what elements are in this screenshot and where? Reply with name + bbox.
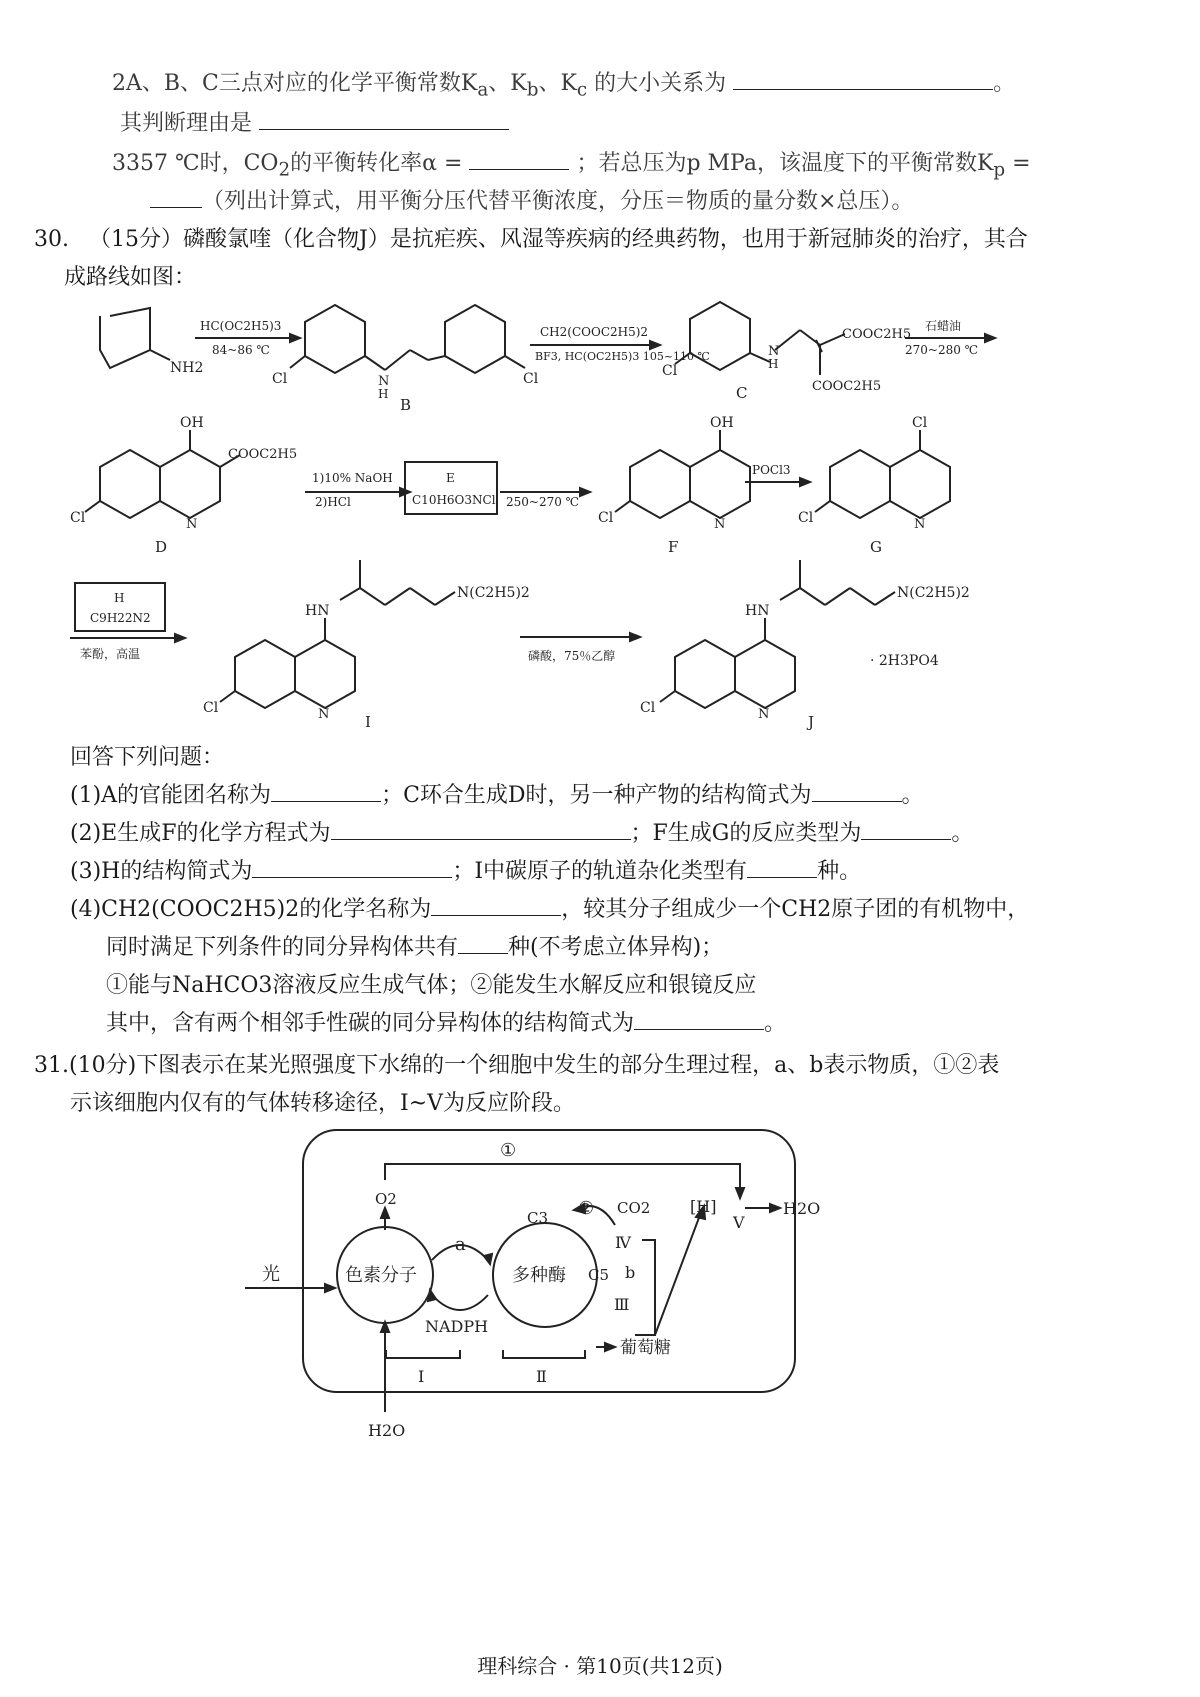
label-j: J [808, 713, 815, 730]
q30-intro-line-1: 30. （15分）磷酸氯喹（化合物J）是抗疟疾、风湿等疾病的经典药物，也用于新冠肺炎的治疗，其合 [34, 227, 1028, 252]
answer-blank[interactable] [747, 855, 817, 878]
question-4-line-2: 同时满足下列条件的同分异构体共有 种(不考虑立体异构)； [106, 930, 723, 961]
label-hn: HN [745, 603, 770, 619]
answer-blank[interactable] [150, 185, 202, 208]
reagent-1-bottom: 84~86 ℃ [212, 343, 270, 357]
answer-blank[interactable] [634, 1007, 764, 1030]
label-h: H [378, 387, 389, 401]
enzymes-label: 多种酶 [512, 1265, 566, 1286]
answer-blank[interactable] [271, 779, 381, 802]
answer-blank[interactable] [331, 817, 631, 840]
answer-blank[interactable] [861, 817, 951, 840]
cell-outline [303, 1130, 795, 1392]
stage-1-label: Ⅰ [418, 1367, 425, 1386]
reagent-3-top: 石蜡油 [925, 319, 962, 333]
path-1-arrow [385, 1164, 740, 1194]
photosynthesis-diagram [0, 1120, 1200, 1450]
label-i: I [365, 713, 371, 730]
answer-blank[interactable] [812, 779, 902, 802]
label-c: C [736, 384, 748, 402]
b-label: b [625, 1263, 636, 1282]
reagent-1-top: HC(OC2H5)3 [200, 319, 282, 333]
stage-1-bracket [386, 1350, 460, 1358]
label-oh: OH [180, 415, 204, 431]
answer-blank[interactable] [259, 107, 509, 130]
label-n: N [378, 374, 390, 389]
label-net2: N(C2H5)2 [457, 585, 530, 601]
compound-c-structure [675, 302, 845, 375]
label-cooet: COOC2H5 [228, 447, 298, 462]
compound-b-structure [290, 305, 525, 373]
answer-prompt: 回答下列问题： [70, 745, 225, 770]
prev-question-line-4: （列出计算式，用平衡分压代替平衡浓度，分压＝物质的量分数×总压）。 [150, 184, 913, 215]
question-3: (3)H的结构简式为 ；I中碳原子的轨道杂化类型有 种。 [70, 854, 861, 885]
compound-h-title: H [114, 591, 125, 605]
reagent-2-bottom: BF3, HC(OC2H5)3 105~110 ℃ [535, 350, 710, 363]
light-label: 光 [262, 1264, 280, 1285]
reagent-8-top: 磷酸，75％乙醇 [528, 649, 616, 663]
label-oh: OH [710, 415, 734, 431]
prev-question-line-1: 2A、B、C三点对应的化学平衡常数$K_a$、$K_b$、$K_c$ 的大小关系为 。 [112, 66, 1015, 100]
label-cl: Cl [272, 371, 288, 387]
reagent-5-bottom: 250~270 ℃ [506, 495, 580, 509]
q30-number: 30. [34, 227, 69, 252]
label-f: F [668, 538, 679, 556]
label-cl: Cl [203, 700, 219, 716]
compound-i-structure [220, 560, 455, 708]
answer-blank[interactable] [431, 893, 561, 916]
label-hn: HN [305, 603, 330, 619]
label-d: D [155, 538, 168, 556]
path-1-label: ① [500, 1140, 517, 1161]
h2o-out-label: H2O [783, 1199, 821, 1218]
label-cl: Cl [798, 510, 814, 526]
question-1: (1)A的官能团名称为 ；C环合生成D时，另一种产物的结构简式为 。 [70, 778, 924, 809]
label-b: B [400, 396, 412, 414]
compound-a-structure [100, 308, 170, 368]
label-cl: Cl [912, 415, 928, 431]
label-cl: Cl [70, 510, 86, 526]
q31-line-2: 示该细胞内仅有的气体转移途径，Ⅰ~Ⅴ为反应阶段。 [70, 1091, 576, 1116]
compound-f-structure [615, 430, 750, 518]
reagent-2-top: CH2(COOC2H5)2 [540, 325, 649, 339]
stage-2-label: Ⅱ [536, 1367, 547, 1386]
label-cl: Cl [523, 371, 539, 387]
label-n: N [714, 517, 726, 532]
prev-question-line-2: 其判断理由是 [120, 106, 509, 137]
reagent-6-top: POCl3 [752, 463, 791, 477]
label-g: G [870, 538, 882, 556]
co2-label: CO2 [617, 1199, 651, 1217]
reagent-7-bottom: 苯酚，高温 [80, 647, 141, 661]
o2-label: O2 [375, 1190, 397, 1208]
label-nh2: NH2 [170, 360, 204, 376]
compound-d-structure [85, 430, 240, 518]
q30-intro-line-2: 成路线如图： [64, 265, 197, 290]
answer-blank[interactable] [469, 147, 569, 170]
label-salt: · 2H3PO4 [870, 653, 939, 669]
path-2-label: ② [578, 1198, 595, 1219]
c3-label: C3 [527, 1209, 549, 1227]
stage-4-label: Ⅳ [615, 1233, 631, 1252]
label-cl: Cl [640, 700, 656, 716]
h-label: [H] [690, 1197, 717, 1216]
answer-blank[interactable] [252, 855, 452, 878]
label-n: N [768, 344, 780, 359]
q31-line-1: 31.(10分)下图表示在某光照强度下水绵的一个细胞中发生的部分生理过程，a、b表示物质，①②表 [34, 1053, 1000, 1078]
question-2: (2)E生成F的化学方程式为 ；F生成G的反应类型为 。 [70, 816, 973, 847]
label-n: N [914, 517, 926, 532]
label-cooet: COOC2H5 [812, 379, 882, 394]
question-4-line-4: 其中，含有两个相邻手性碳的同分异构体的结构简式为 。 [106, 1006, 786, 1037]
label-net2: N(C2H5)2 [897, 585, 970, 601]
pigment-label: 色素分子 [345, 1265, 417, 1286]
label-n: N [186, 517, 198, 532]
label-cl: Cl [598, 510, 614, 526]
compound-j-structure [660, 560, 895, 708]
nadph-label: NADPH [425, 1317, 489, 1336]
compound-e-title: E [446, 471, 455, 485]
compound-e-formula: C10H6O3NCl [412, 493, 496, 507]
stage-2-bracket [503, 1350, 585, 1358]
h2o-in-label: H2O [368, 1421, 406, 1440]
compound-h-formula: C9H22N2 [90, 611, 151, 625]
prev-question-line-3: 3357 ℃时，$CO_2$的平衡转化率α = ；若总压为p MPa，该温度下的平衡常数$K_p$ = [112, 146, 1031, 180]
answer-blank[interactable] [458, 931, 508, 954]
reagent-4-bottom: 2)HCl [315, 495, 351, 509]
answer-blank[interactable] [733, 67, 993, 90]
compound-g-structure [815, 430, 950, 518]
label-n: N [758, 707, 770, 722]
label-cooet: COOC2H5 [842, 327, 912, 342]
reagent-3-bottom: 270~280 ℃ [905, 343, 979, 357]
label-n: N [318, 707, 330, 722]
synthesis-scheme [0, 290, 1200, 730]
page-footer: 理科综合 · 第10页(共12页) [477, 1654, 723, 1678]
stage-3-label: Ⅲ [614, 1295, 630, 1314]
reagent-4-top: 1)10% NaOH [312, 471, 393, 485]
c5-label: C5 [588, 1266, 610, 1284]
question-4-line-1: (4)CH2(COOC2H5)2的化学名称为 ，较其分子组成少一个CH2原子团的有机物中， [70, 892, 1029, 923]
q31-number: 31. [34, 1053, 69, 1078]
glucose-label: 葡萄糖 [620, 1338, 671, 1358]
stage-5-label: Ⅴ [733, 1213, 745, 1232]
question-4-line-3: ①能与NaHCO3溶液反应生成气体；②能发生水解反应和银镜反应 [106, 973, 757, 998]
label-h: H [768, 357, 779, 371]
label-cl: Cl [662, 363, 678, 379]
a-label: a [455, 1234, 466, 1255]
